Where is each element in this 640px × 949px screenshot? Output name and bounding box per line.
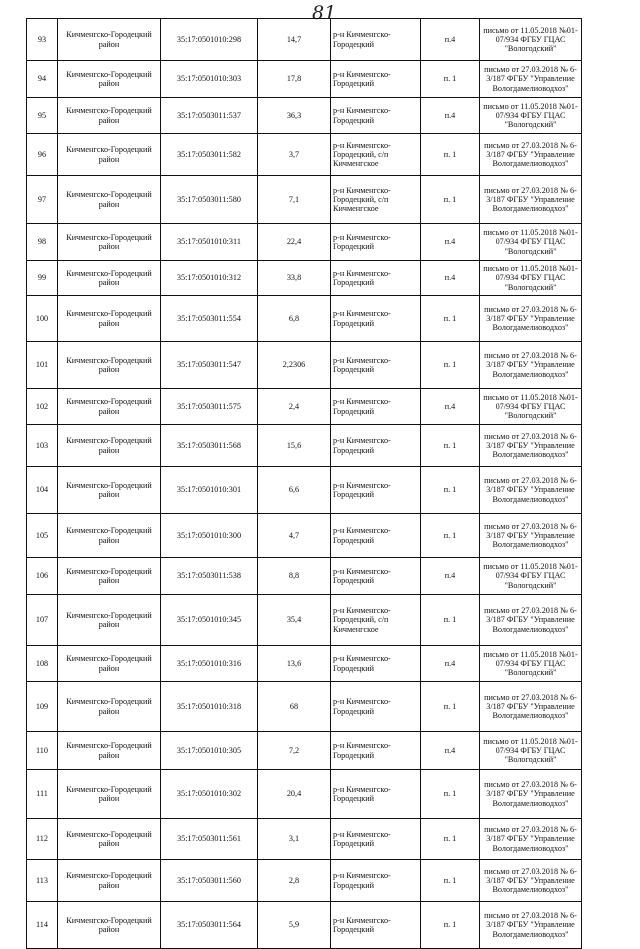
row-number: 96 bbox=[27, 134, 58, 176]
cadastral-number-cell: 35:17:0501010:302 bbox=[161, 770, 258, 819]
cadastral-number-cell: 35:17:0501010:305 bbox=[161, 732, 258, 770]
point-cell: п.4 bbox=[421, 98, 480, 134]
point-cell: п. 1 bbox=[421, 61, 480, 98]
table-row bbox=[27, 770, 582, 819]
location-cell: р-н Кичменгско-Городецкий bbox=[331, 732, 421, 770]
note-cell: письмо от 11.05.2018 №01-07/934 ФГБУ ГЦАС "Вологодский" bbox=[480, 389, 582, 425]
point-cell: п.4 bbox=[421, 646, 480, 682]
note-cell: письмо от 11.05.2018 №01-07/934 ФГБУ ГЦАС "Вологодский" bbox=[480, 732, 582, 770]
cadastral-number-cell: 35:17:0501010:300 bbox=[161, 514, 258, 558]
cadastral-number-cell: 35:17:0501010:316 bbox=[161, 646, 258, 682]
district-cell: Кичменгско-Городецкий район bbox=[58, 682, 161, 732]
district-cell: Кичменгско-Городецкий район bbox=[58, 595, 161, 646]
cadastral-number-cell: 35:17:0503011:564 bbox=[161, 902, 258, 949]
note-cell: письмо от 27.03.2018 № 6-3/187 ФГБУ "Управление Вологдамелиоводхоз" bbox=[480, 770, 582, 819]
area-cell: 8,8 bbox=[258, 558, 331, 595]
note-cell: письмо от 11.05.2018 №01-07/934 ФГБУ ГЦАС "Вологодский" bbox=[480, 261, 582, 296]
district-cell: Кичменгско-Городецкий район bbox=[58, 860, 161, 902]
table-row bbox=[27, 646, 582, 682]
row-number: 102 bbox=[27, 389, 58, 425]
district-cell: Кичменгско-Городецкий район bbox=[58, 467, 161, 514]
location-cell: р-н Кичменгско-Городецкий bbox=[331, 770, 421, 819]
cadastral-number-cell: 35:17:0503011:582 bbox=[161, 134, 258, 176]
area-cell: 20,4 bbox=[258, 770, 331, 819]
row-number: 97 bbox=[27, 176, 58, 224]
table-row bbox=[27, 134, 582, 176]
point-cell: п. 1 bbox=[421, 342, 480, 389]
area-cell: 22,4 bbox=[258, 224, 331, 261]
note-cell: письмо от 27.03.2018 № 6-3/187 ФГБУ "Управление Вологдамелиоводхоз" bbox=[480, 342, 582, 389]
point-cell: п. 1 bbox=[421, 770, 480, 819]
district-cell: Кичменгско-Городецкий район bbox=[58, 425, 161, 467]
note-cell: письмо от 27.03.2018 № 6-3/187 ФГБУ "Управление Вологдамелиоводхоз" bbox=[480, 296, 582, 342]
district-cell: Кичменгско-Городецкий район bbox=[58, 296, 161, 342]
point-cell: п. 1 bbox=[421, 595, 480, 646]
note-cell: письмо от 27.03.2018 № 6-3/187 ФГБУ "Управление Вологдамелиоводхоз" bbox=[480, 819, 582, 860]
row-number: 111 bbox=[27, 770, 58, 819]
point-cell: п. 1 bbox=[421, 134, 480, 176]
cadastral-number-cell: 35:17:0503011:560 bbox=[161, 860, 258, 902]
row-number: 106 bbox=[27, 558, 58, 595]
area-cell: 7,2 bbox=[258, 732, 331, 770]
note-cell: письмо от 11.05.2018 №01-07/934 ФГБУ ГЦАС "Вологодский" bbox=[480, 646, 582, 682]
table-row bbox=[27, 514, 582, 558]
row-number: 110 bbox=[27, 732, 58, 770]
cadastral-number-cell: 35:17:0503011:575 bbox=[161, 389, 258, 425]
row-number: 105 bbox=[27, 514, 58, 558]
table-row bbox=[27, 296, 582, 342]
point-cell: п.4 bbox=[421, 558, 480, 595]
table-row bbox=[27, 389, 582, 425]
area-cell: 68 bbox=[258, 682, 331, 732]
district-cell: Кичменгско-Городецкий район bbox=[58, 261, 161, 296]
location-cell: р-н Кичменгско-Городецкий bbox=[331, 261, 421, 296]
area-cell: 36,3 bbox=[258, 98, 331, 134]
row-number: 94 bbox=[27, 61, 58, 98]
land-plots-table bbox=[26, 18, 582, 949]
location-cell: р-н Кичменгско-Городецкий bbox=[331, 819, 421, 860]
area-cell: 3,7 bbox=[258, 134, 331, 176]
location-cell: р-н Кичменгско-Городецкий bbox=[331, 19, 421, 61]
row-number: 109 bbox=[27, 682, 58, 732]
table-row bbox=[27, 595, 582, 646]
point-cell: п.4 bbox=[421, 224, 480, 261]
location-cell: р-н Кичменгско-Городецкий, с/п Кичменгское bbox=[331, 595, 421, 646]
row-number: 113 bbox=[27, 860, 58, 902]
district-cell: Кичменгско-Городецкий район bbox=[58, 902, 161, 949]
point-cell: п.4 bbox=[421, 732, 480, 770]
point-cell: п.4 bbox=[421, 19, 480, 61]
location-cell: р-н Кичменгско-Городецкий, с/п Кичменгское bbox=[331, 134, 421, 176]
note-cell: письмо от 27.03.2018 № 6-3/187 ФГБУ "Управление Вологдамелиоводхоз" bbox=[480, 176, 582, 224]
district-cell: Кичменгско-Городецкий район bbox=[58, 19, 161, 61]
location-cell: р-н Кичменгско-Городецкий bbox=[331, 682, 421, 732]
table-row bbox=[27, 425, 582, 467]
district-cell: Кичменгско-Городецкий район bbox=[58, 819, 161, 860]
row-number: 107 bbox=[27, 595, 58, 646]
location-cell: р-н Кичменгско-Городецкий bbox=[331, 342, 421, 389]
point-cell: п. 1 bbox=[421, 425, 480, 467]
row-number: 100 bbox=[27, 296, 58, 342]
row-number: 95 bbox=[27, 98, 58, 134]
district-cell: Кичменгско-Городецкий район bbox=[58, 389, 161, 425]
table-row bbox=[27, 224, 582, 261]
district-cell: Кичменгско-Городецкий район bbox=[58, 514, 161, 558]
note-cell: письмо от 27.03.2018 № 6-3/187 ФГБУ "Управление Вологдамелиоводхоз" bbox=[480, 134, 582, 176]
district-cell: Кичменгско-Городецкий район bbox=[58, 176, 161, 224]
area-cell: 33,8 bbox=[258, 261, 331, 296]
area-cell: 35,4 bbox=[258, 595, 331, 646]
point-cell: п. 1 bbox=[421, 819, 480, 860]
table-row bbox=[27, 682, 582, 732]
note-cell: письмо от 27.03.2018 № 6-3/187 ФГБУ "Управление Вологдамелиоводхоз" bbox=[480, 425, 582, 467]
cadastral-number-cell: 35:17:0501010:301 bbox=[161, 467, 258, 514]
point-cell: п. 1 bbox=[421, 176, 480, 224]
location-cell: р-н Кичменгско-Городецкий bbox=[331, 514, 421, 558]
note-cell: письмо от 27.03.2018 № 6-3/187 ФГБУ "Управление Вологдамелиоводхоз" bbox=[480, 860, 582, 902]
point-cell: п. 1 bbox=[421, 682, 480, 732]
district-cell: Кичменгско-Городецкий район bbox=[58, 770, 161, 819]
area-cell: 2,8 bbox=[258, 860, 331, 902]
cadastral-number-cell: 35:17:0503011:554 bbox=[161, 296, 258, 342]
district-cell: Кичменгско-Городецкий район bbox=[58, 558, 161, 595]
location-cell: р-н Кичменгско-Городецкий bbox=[331, 646, 421, 682]
row-number: 103 bbox=[27, 425, 58, 467]
area-cell: 6,6 bbox=[258, 467, 331, 514]
location-cell: р-н Кичменгско-Городецкий bbox=[331, 296, 421, 342]
area-cell: 5,9 bbox=[258, 902, 331, 949]
area-cell: 3,1 bbox=[258, 819, 331, 860]
point-cell: п. 1 bbox=[421, 902, 480, 949]
district-cell: Кичменгско-Городецкий район bbox=[58, 732, 161, 770]
district-cell: Кичменгско-Городецкий район bbox=[58, 224, 161, 261]
row-number: 108 bbox=[27, 646, 58, 682]
table-row bbox=[27, 732, 582, 770]
district-cell: Кичменгско-Городецкий район bbox=[58, 61, 161, 98]
area-cell: 13,6 bbox=[258, 646, 331, 682]
table-row bbox=[27, 98, 582, 134]
note-cell: письмо от 11.05.2018 №01-07/934 ФГБУ ГЦАС "Вологодский" bbox=[480, 558, 582, 595]
table-row bbox=[27, 342, 582, 389]
cadastral-number-cell: 35:17:0501010:303 bbox=[161, 61, 258, 98]
note-cell: письмо от 11.05.2018 №01-07/934 ФГБУ ГЦАС "Вологодский" bbox=[480, 98, 582, 134]
cadastral-number-cell: 35:17:0501010:312 bbox=[161, 261, 258, 296]
table-row bbox=[27, 819, 582, 860]
area-cell: 15,6 bbox=[258, 425, 331, 467]
location-cell: р-н Кичменгско-Городецкий bbox=[331, 389, 421, 425]
location-cell: р-н Кичменгско-Городецкий bbox=[331, 860, 421, 902]
cadastral-number-cell: 35:17:0501010:311 bbox=[161, 224, 258, 261]
note-cell: письмо от 27.03.2018 № 6-3/187 ФГБУ "Управление Вологдамелиоводхоз" bbox=[480, 61, 582, 98]
table-row bbox=[27, 261, 582, 296]
row-number: 99 bbox=[27, 261, 58, 296]
location-cell: р-н Кичменгско-Городецкий bbox=[331, 61, 421, 98]
row-number: 104 bbox=[27, 467, 58, 514]
row-number: 101 bbox=[27, 342, 58, 389]
table-row bbox=[27, 558, 582, 595]
table-row bbox=[27, 176, 582, 224]
location-cell: р-н Кичменгско-Городецкий, с/п Кичменгское bbox=[331, 176, 421, 224]
area-cell: 14,7 bbox=[258, 19, 331, 61]
district-cell: Кичменгско-Городецкий район bbox=[58, 646, 161, 682]
table-body bbox=[27, 19, 582, 949]
cadastral-number-cell: 35:17:0501010:318 bbox=[161, 682, 258, 732]
note-cell: письмо от 11.05.2018 №01-07/934 ФГБУ ГЦАС "Вологодский" bbox=[480, 19, 582, 61]
table-row bbox=[27, 860, 582, 902]
note-cell: письмо от 27.03.2018 № 6-3/187 ФГБУ "Управление Вологдамелиоводхоз" bbox=[480, 682, 582, 732]
note-cell: письмо от 11.05.2018 №01-07/934 ФГБУ ГЦАС "Вологодский" bbox=[480, 224, 582, 261]
location-cell: р-н Кичменгско-Городецкий bbox=[331, 98, 421, 134]
note-cell: письмо от 27.03.2018 № 6-3/187 ФГБУ "Управление Вологдамелиоводхоз" bbox=[480, 902, 582, 949]
area-cell: 6,8 bbox=[258, 296, 331, 342]
district-cell: Кичменгско-Городецкий район bbox=[58, 134, 161, 176]
location-cell: р-н Кичменгско-Городецкий bbox=[331, 224, 421, 261]
area-cell: 17,8 bbox=[258, 61, 331, 98]
cadastral-number-cell: 35:17:0503011:561 bbox=[161, 819, 258, 860]
area-cell: 2,2306 bbox=[258, 342, 331, 389]
district-cell: Кичменгско-Городецкий район bbox=[58, 342, 161, 389]
table-row bbox=[27, 61, 582, 98]
table-row bbox=[27, 19, 582, 61]
location-cell: р-н Кичменгско-Городецкий bbox=[331, 425, 421, 467]
location-cell: р-н Кичменгско-Городецкий bbox=[331, 558, 421, 595]
note-cell: письмо от 27.03.2018 № 6-3/187 ФГБУ "Управление Вологдамелиоводхоз" bbox=[480, 467, 582, 514]
point-cell: п. 1 bbox=[421, 860, 480, 902]
page-number: 81 bbox=[312, 2, 337, 24]
row-number: 112 bbox=[27, 819, 58, 860]
point-cell: п.4 bbox=[421, 389, 480, 425]
cadastral-number-cell: 35:17:0501010:345 bbox=[161, 595, 258, 646]
table-row bbox=[27, 902, 582, 949]
point-cell: п. 1 bbox=[421, 467, 480, 514]
district-cell: Кичменгско-Городецкий район bbox=[58, 98, 161, 134]
table-row bbox=[27, 467, 582, 514]
row-number: 114 bbox=[27, 902, 58, 949]
cadastral-number-cell: 35:17:0503011:568 bbox=[161, 425, 258, 467]
point-cell: п. 1 bbox=[421, 296, 480, 342]
area-cell: 2,4 bbox=[258, 389, 331, 425]
area-cell: 4,7 bbox=[258, 514, 331, 558]
location-cell: р-н Кичменгско-Городецкий bbox=[331, 902, 421, 949]
cadastral-number-cell: 35:17:0503011:547 bbox=[161, 342, 258, 389]
row-number: 98 bbox=[27, 224, 58, 261]
location-cell: р-н Кичменгско-Городецкий bbox=[331, 467, 421, 514]
point-cell: п. 1 bbox=[421, 514, 480, 558]
note-cell: письмо от 27.03.2018 № 6-3/187 ФГБУ "Управление Вологдамелиоводхоз" bbox=[480, 595, 582, 646]
cadastral-number-cell: 35:17:0501010:298 bbox=[161, 19, 258, 61]
area-cell: 7,1 bbox=[258, 176, 331, 224]
cadastral-number-cell: 35:17:0503011:580 bbox=[161, 176, 258, 224]
cadastral-number-cell: 35:17:0503011:537 bbox=[161, 98, 258, 134]
note-cell: письмо от 27.03.2018 № 6-3/187 ФГБУ "Управление Вологдамелиоводхоз" bbox=[480, 514, 582, 558]
cadastral-number-cell: 35:17:0503011:538 bbox=[161, 558, 258, 595]
point-cell: п.4 bbox=[421, 261, 480, 296]
row-number: 93 bbox=[27, 19, 58, 61]
